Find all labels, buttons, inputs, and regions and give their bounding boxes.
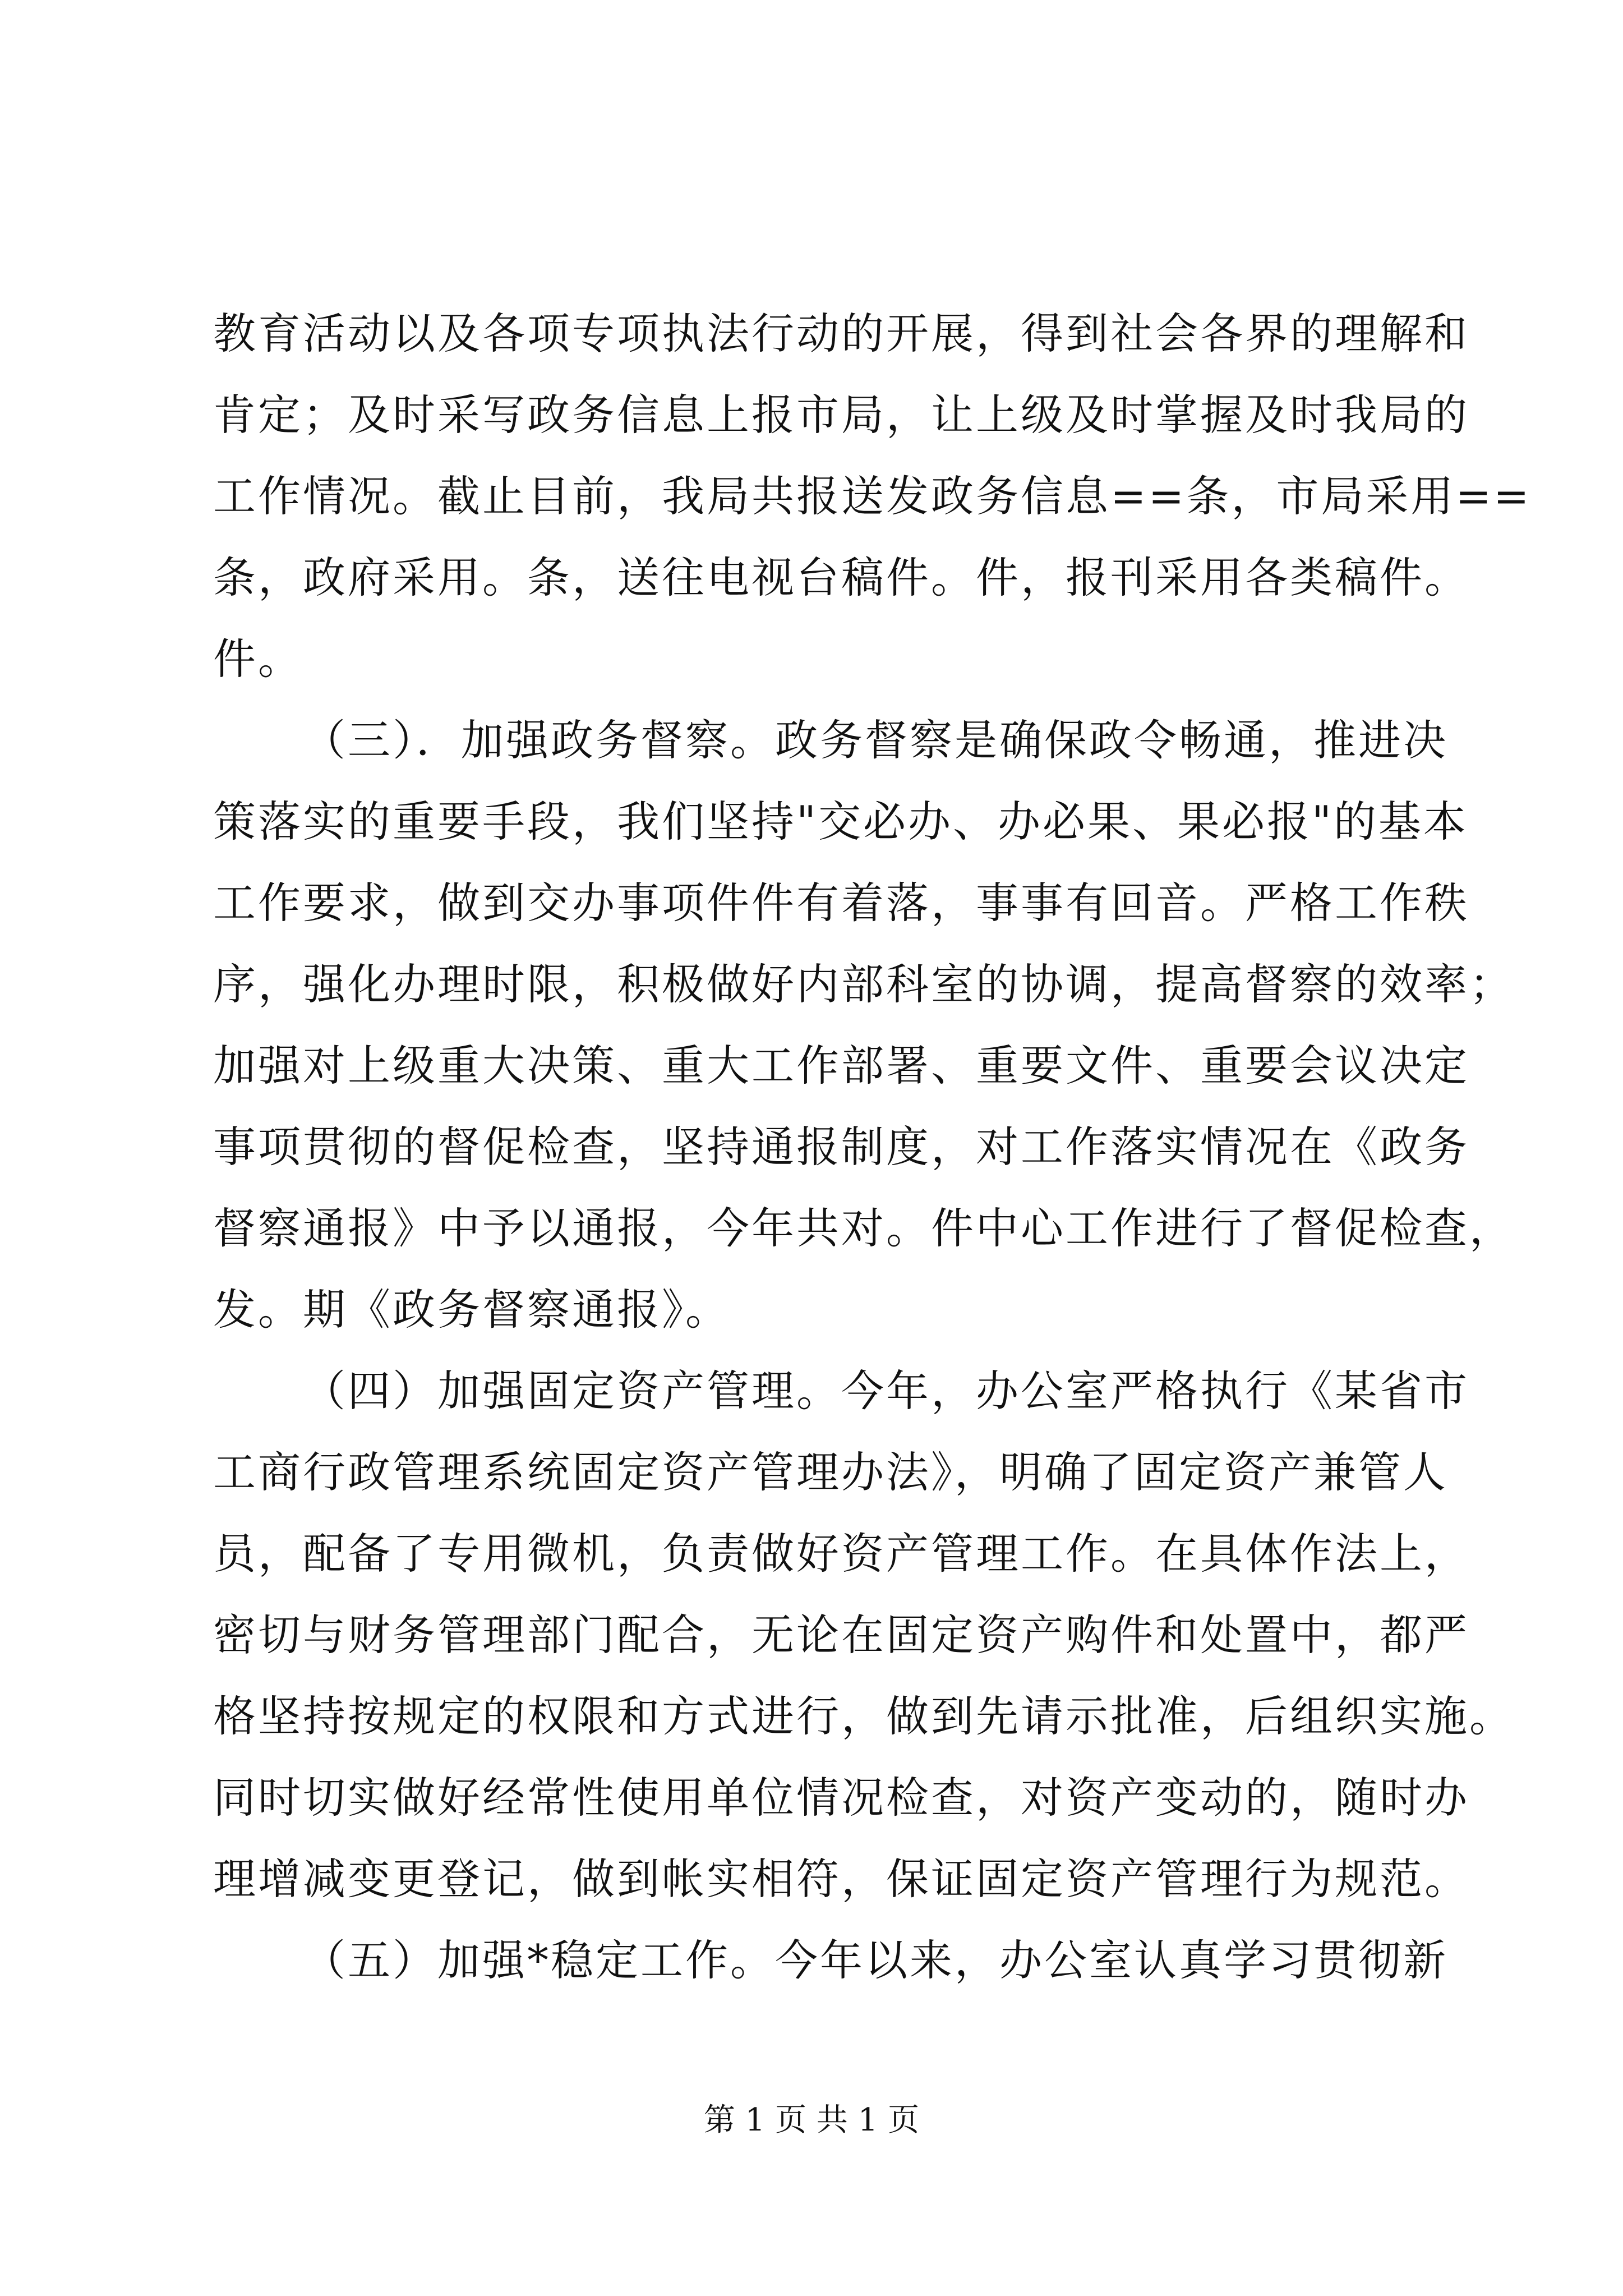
body-text-line: 件。 [213,634,303,684]
body-text-line: 加强对上级重大决策、重大工作部署、重要文件、重要会议决定 [213,1041,1469,1091]
paragraph-start-line: （五）加强*稳定工作。今年以来，办公室认真学习贯彻新 [303,1935,1448,1985]
body-text-line: 督察通报》中予以通报，今年共对。件中心工作进行了督促检查， [213,1203,1514,1253]
body-text-line: 同时切实做好经常性使用单位情况检查，对资产变动的，随时办 [213,1773,1469,1823]
body-text-line: 序，强化办理时限，积极做好内部科室的协调，提高督察的效率； [213,959,1514,1009]
paragraph-start-line: （三）．加强政务督察。政务督察是确保政令畅通，推进决 [303,715,1448,765]
body-text-line: 肯定；及时采写政务信息上报市局，让上级及时掌握及时我局的 [213,390,1469,440]
body-text-line: 格坚持按规定的权限和方式进行，做到先请示批准，后组织实施。 [213,1691,1514,1741]
body-text-line: 工作情况。截止目前，我局共报送发政务信息==条，市局采用== [213,471,1532,521]
paragraph-start-line: （四）加强固定资产管理。今年，办公室严格执行《某省市 [303,1366,1469,1416]
page-number-footer: 第 1 页 共 1 页 [703,2102,920,2138]
body-text-line: 事项贯彻的督促检查，坚持通报制度，对工作落实情况在《政务 [213,1122,1469,1172]
body-text-line: 工作要求，做到交办事项件件有着落，事事有回音。严格工作秩 [213,878,1469,928]
body-text-line: 工商行政管理系统固定资产管理办法》，明确了固定资产兼管人 [213,1447,1448,1497]
body-text-line: 教育活动以及各项专项执法行动的开展，得到社会各界的理解和 [213,309,1469,358]
body-text-line: 理增减变更登记，做到帐实相符，保证固定资产管理行为规范。 [213,1854,1469,1904]
body-text-line: 策落实的重要手段，我们坚持"交必办、办必果、果必报"的基本 [213,797,1468,846]
body-text-line: 员，配备了专用微机，负责做好资产管理工作。在具体作法上， [213,1529,1469,1579]
body-text-line: 条，政府采用。条，送往电视台稿件。件，报刊采用各类稿件。 [213,553,1469,602]
body-text-line: 发。期《政务督察通报》。 [213,1285,730,1335]
body-text-line: 密切与财务管理部门配合，无论在固定资产购件和处置中，都严 [213,1610,1469,1660]
